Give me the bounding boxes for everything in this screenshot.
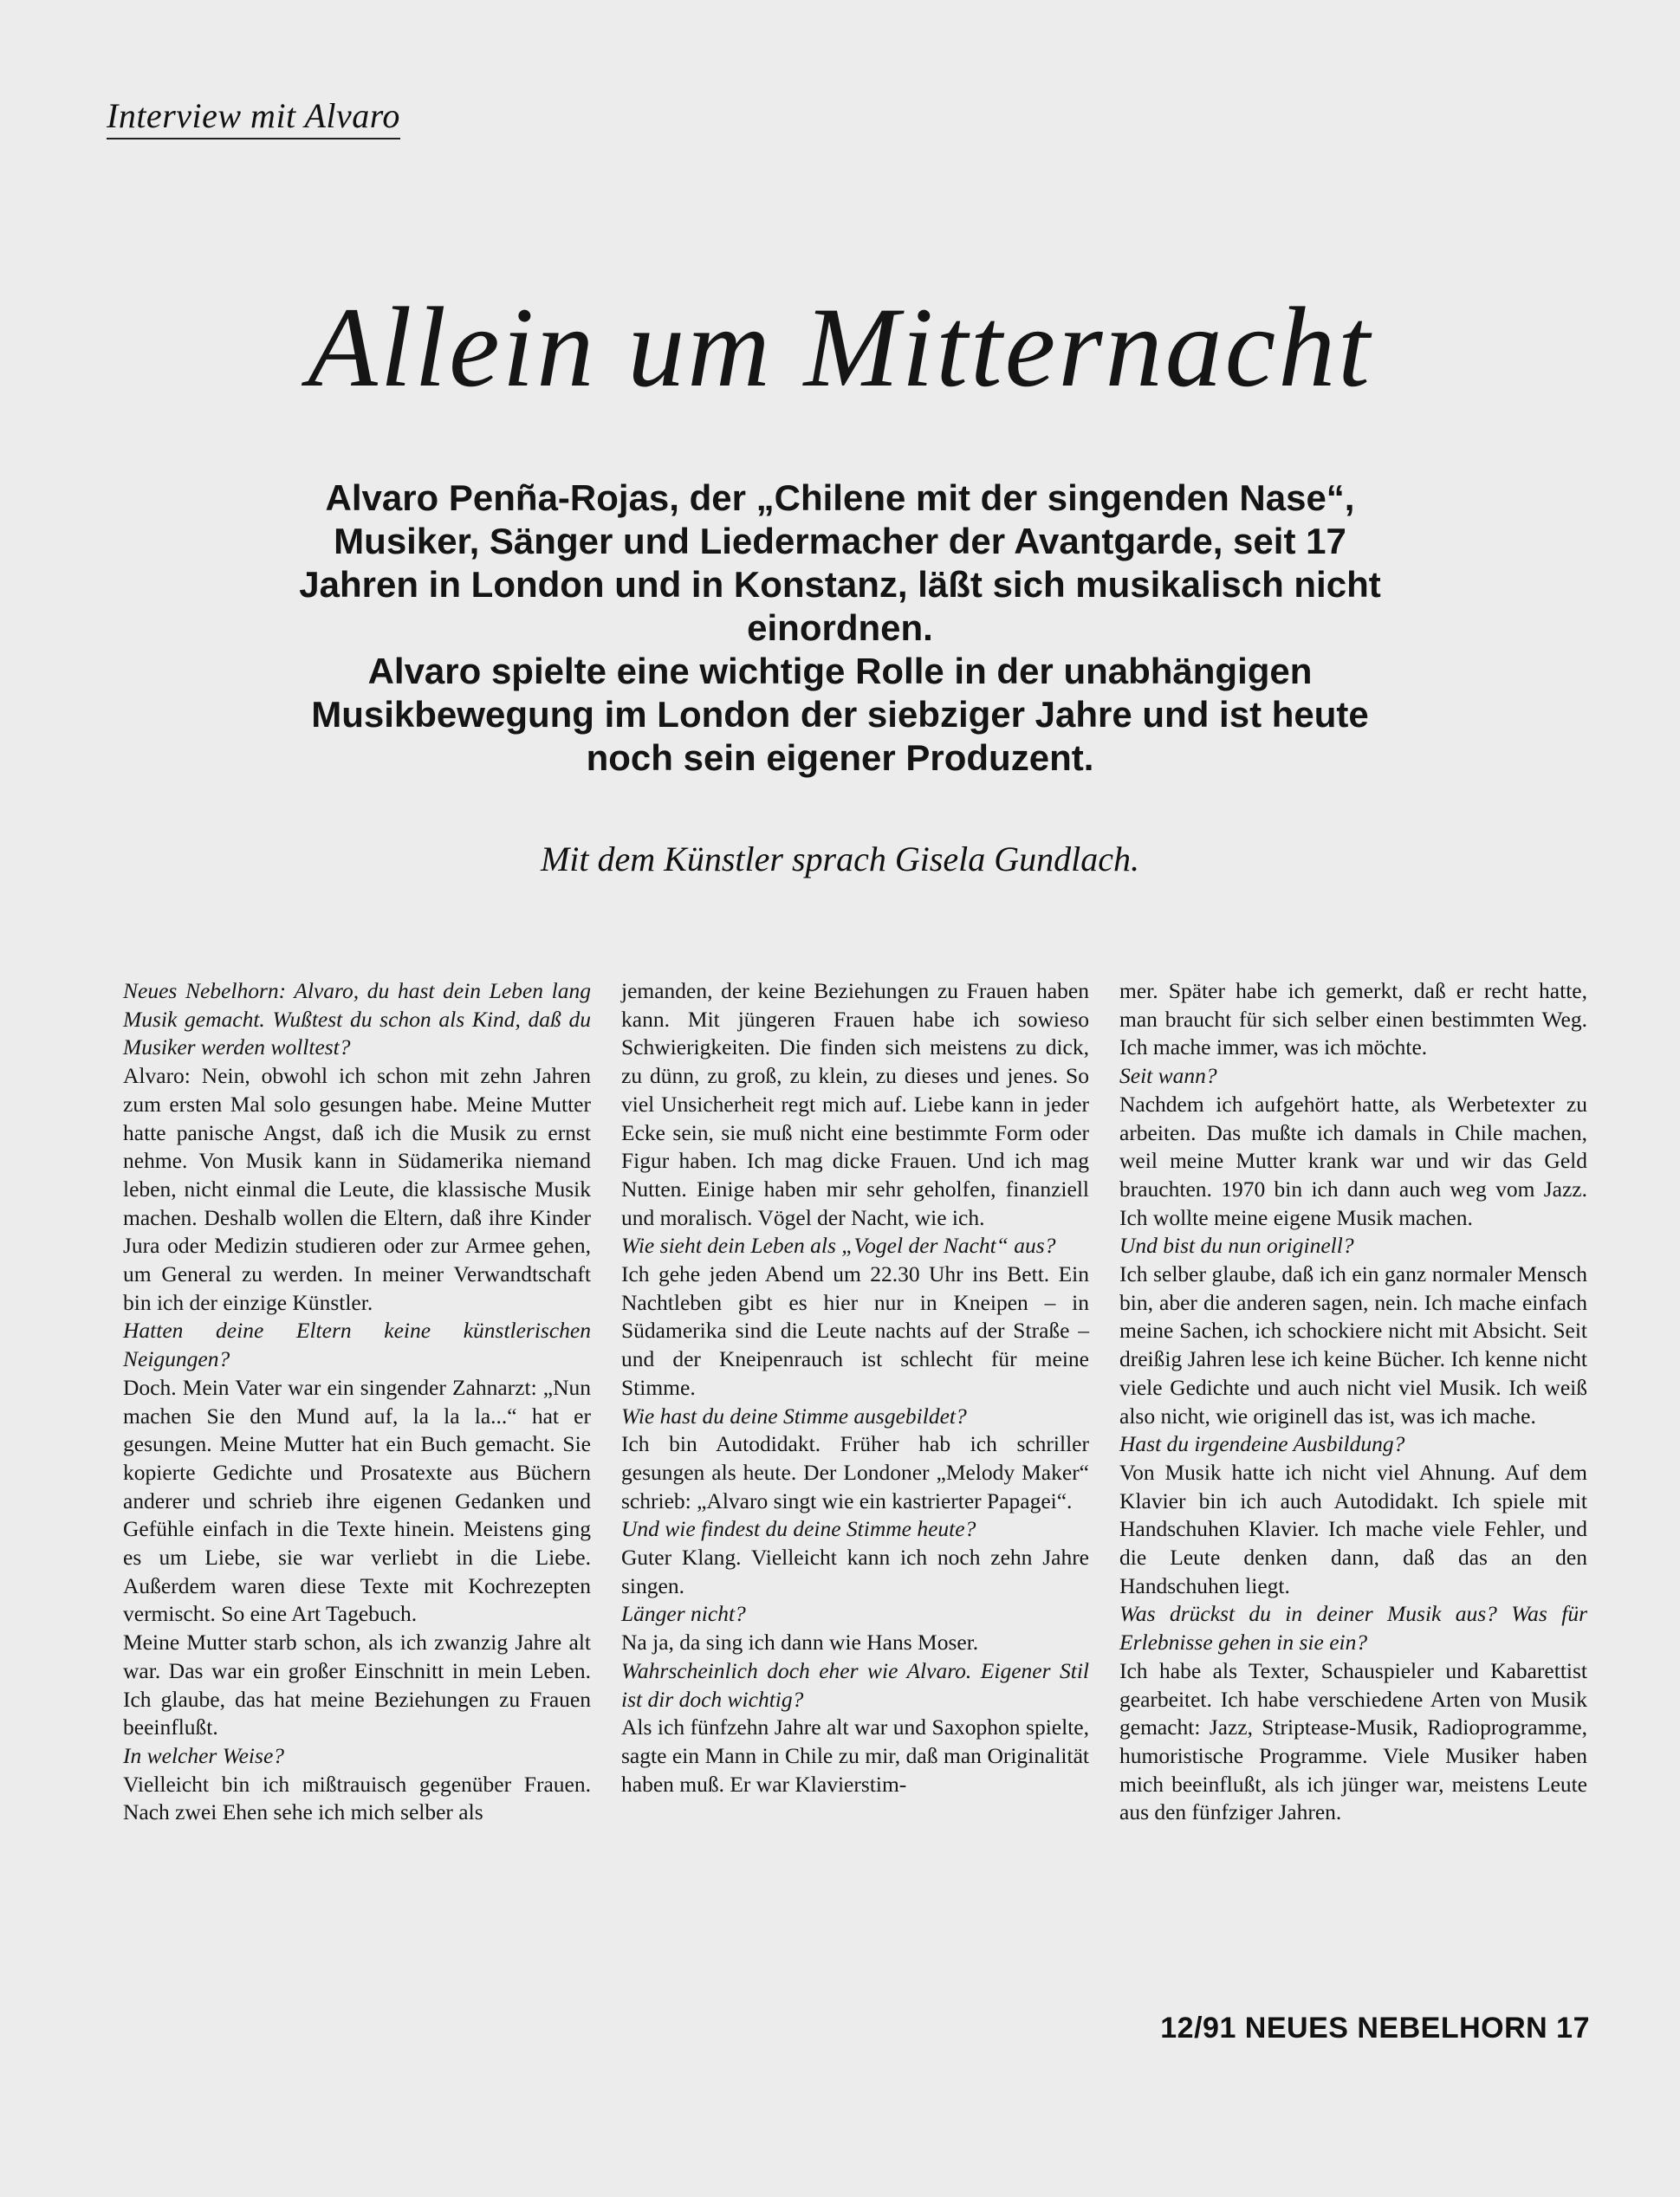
interview-question: Hatten deine Eltern keine künstlerischen Neigungen? <box>123 1318 591 1372</box>
interview-question: Hast du irgendeine Ausbildung? <box>1119 1431 1405 1457</box>
interview-question: Wie sieht dein Leben als „Vogel der Nacht“ aus? <box>621 1233 1056 1259</box>
page-footer: 12/91 NEUES NEBELHORN 17 <box>1160 2012 1590 2045</box>
column-3 <box>1119 977 1587 1827</box>
interview-answer: Doch. Mein Vater war ein singender Zahnarzt: „Nun machen Sie den Mund auf, la la la...“ hat er gesungen. Meine Mutter hat ein Buch gemacht. Sie kopierte Gedichte und Prosatexte aus Büchern anderer und schrieb ihre eigenen Gedanken und Gefühle einfach in die Texte hinein. Meistens ging es um Liebe, sie war verliebt in die Liebe. Außerdem waren diese Texte mit Kochrezepten vermischt. So eine Art Tagebuch. <box>123 1374 591 1627</box>
interview-answer: Von Musik hatte ich nicht viel Ahnung. Auf dem Klavier bin ich auch Autodidakt. Ich spiele mit Handschuhen Klavier. Ich mache viele Fehler, und die Leute denken dann, daß das an den Handschuhen liegt. <box>1119 1459 1587 1598</box>
lead-paragraph <box>286 476 1394 780</box>
interview-answer: Als ich fünfzehn Jahre alt war und Saxophon spielte, sagte ein Mann in Chile zu mir, daß man Originalität haben muß. Er war Klavierstim- <box>621 1714 1089 1797</box>
interview-answer: Vielleicht bin ich mißtrauisch gegenüber Frauen. Nach zwei Ehen sehe ich mich selber als <box>123 1771 591 1825</box>
lead-text-1: Alvaro Penña-Rojas, der „Chilene mit der singenden Nase“, Musiker, Sänger und Liedermacher der Avantgarde, seit 17 Jahren in London und in Konstanz, läßt sich musikalisch nicht einordnen. <box>299 477 1381 648</box>
interview-answer: Meine Mutter starb schon, als ich zwanzig Jahre alt war. Das war ein großer Einschnitt in mein Leben. Ich glaube, das hat meine Beziehungen zu Frauen beeinflußt. <box>123 1630 591 1740</box>
byline: Mit dem Künstler sprach Gisela Gundlach. <box>540 839 1140 878</box>
interview-answer: Ich gehe jeden Abend um 22.30 Uhr ins Bett. Ein Nachtleben gibt es hier nur in Kneipen – in Südamerika sind die Leute nachts auf der Straße – und der Kneipenrauch ist schlecht für meine Stimme. <box>621 1261 1089 1400</box>
interview-answer: jemanden, der keine Beziehungen zu Frauen haben kann. Mit jüngeren Frauen habe ich sowieso Schwierigkeiten. Die finden sich meistens zu dick, zu dünn, zu groß, zu klein, zu dieses und jenes. So viel Unsicherheit regt mich auf. Liebe kann in jeder Ecke sein, sie muß nicht eine bestimmte Form oder Figur haben. Ich mag dicke Frauen. Und ich mag Nutten. Einige haben mir sehr geholfen, finanziell und moralisch. Vögel der Nacht, wie ich. <box>621 978 1089 1230</box>
interview-question: In welcher Weise? <box>123 1742 285 1768</box>
interview-question: Wahrscheinlich doch eher wie Alvaro. Eigener Stil ist dir doch wichtig? <box>621 1657 1089 1712</box>
article-body <box>123 977 1587 1827</box>
interview-answer: Nachdem ich aufgehört hatte, als Werbetexter zu arbeiten. Das mußte ich damals in Chile machen, weil meine Mutter krank war und wir das Geld brauchten. 1970 bin ich dann auch weg vom Jazz. Ich wollte meine eigene Musik machen. <box>1119 1091 1587 1230</box>
interview-question: Und bist du nun originell? <box>1119 1233 1354 1259</box>
interview-answer: Na ja, da sing ich dann wie Hans Moser. <box>621 1630 979 1656</box>
interview-question: Was drückst du in deiner Musik aus? Was für Erlebnisse gehen in sie ein? <box>1119 1601 1587 1656</box>
interview-answer: Ich habe als Texter, Schauspieler und Kabarettist gearbeitet. Ich habe verschiedene Arten von Musik gemacht: Jazz, Striptease-Musik, Radioprogramme, humoristische Programme. Viele Musiker haben mich beeinflußt, als ich jünger war, meistens Leute aus den fünfziger Jahren. <box>1119 1657 1587 1825</box>
interview-answer: Ich bin Autodidakt. Früher hab ich schriller gesungen als heute. Der Londoner „Melody Maker“ schrieb: „Alvaro singt wie ein kastrierter Papagei“. <box>621 1431 1089 1513</box>
interview-answer: Ich selber glaube, daß ich ein ganz normaler Mensch bin, aber die anderen sagen, nein. Ich mache einfach meine Sachen, ich schockiere nicht mit Absicht. Seit dreißig Jahren lese ich keine Bücher. Ich kenne nicht viele Gedichte und auch nicht viel Musik. Ich weiß also nicht, wie originell das ist, was ich mache. <box>1119 1261 1587 1429</box>
interview-question: Neues Nebelhorn: Alvaro, du hast dein Leben lang Musik gemacht. Wußtest du schon als Kind, daß du Musiker werden wolltest? <box>123 978 591 1060</box>
interview-answer: mer. Später habe ich gemerkt, daß er recht hatte, man braucht für sich selber einen bestimmten Weg. Ich mache immer, was ich möchte. <box>1119 978 1587 1060</box>
lead-text-2: Alvaro spielte eine wichtige Rolle in der unabhängigen Musikbewegung im London der siebziger Jahre und ist heute noch sein eigener Produzent. <box>311 651 1369 778</box>
section-label: Interview mit Alvaro <box>107 95 400 139</box>
column-2 <box>621 977 1089 1827</box>
interview-question: Und wie findest du deine Stimme heute? <box>621 1516 976 1542</box>
interview-answer: Alvaro: Nein, obwohl ich schon mit zehn Jahren zum ersten Mal solo gesungen habe. Meine Mutter hatte panische Angst, daß ich die Musik zu ernst nehme. Von Musik kann in Südamerika niemand leben, nicht einmal die Leute, die klassische Musik machen. Deshalb wollen die Eltern, daß ihre Kinder Jura oder Medizin studieren oder zur Armee gehen, um General zu werden. In meiner Verwandtschaft bin ich der einzige Künstler. <box>123 1063 591 1315</box>
interview-question: Seit wann? <box>1119 1063 1217 1089</box>
interview-question: Länger nicht? <box>621 1601 746 1627</box>
interview-answer: Guter Klang. Vielleicht kann ich noch zehn Jahre singen. <box>621 1545 1089 1598</box>
headline: Allein um Mitternacht <box>308 283 1372 411</box>
interview-question: Wie hast du deine Stimme ausgebildet? <box>621 1403 967 1429</box>
column-1 <box>123 977 591 1827</box>
